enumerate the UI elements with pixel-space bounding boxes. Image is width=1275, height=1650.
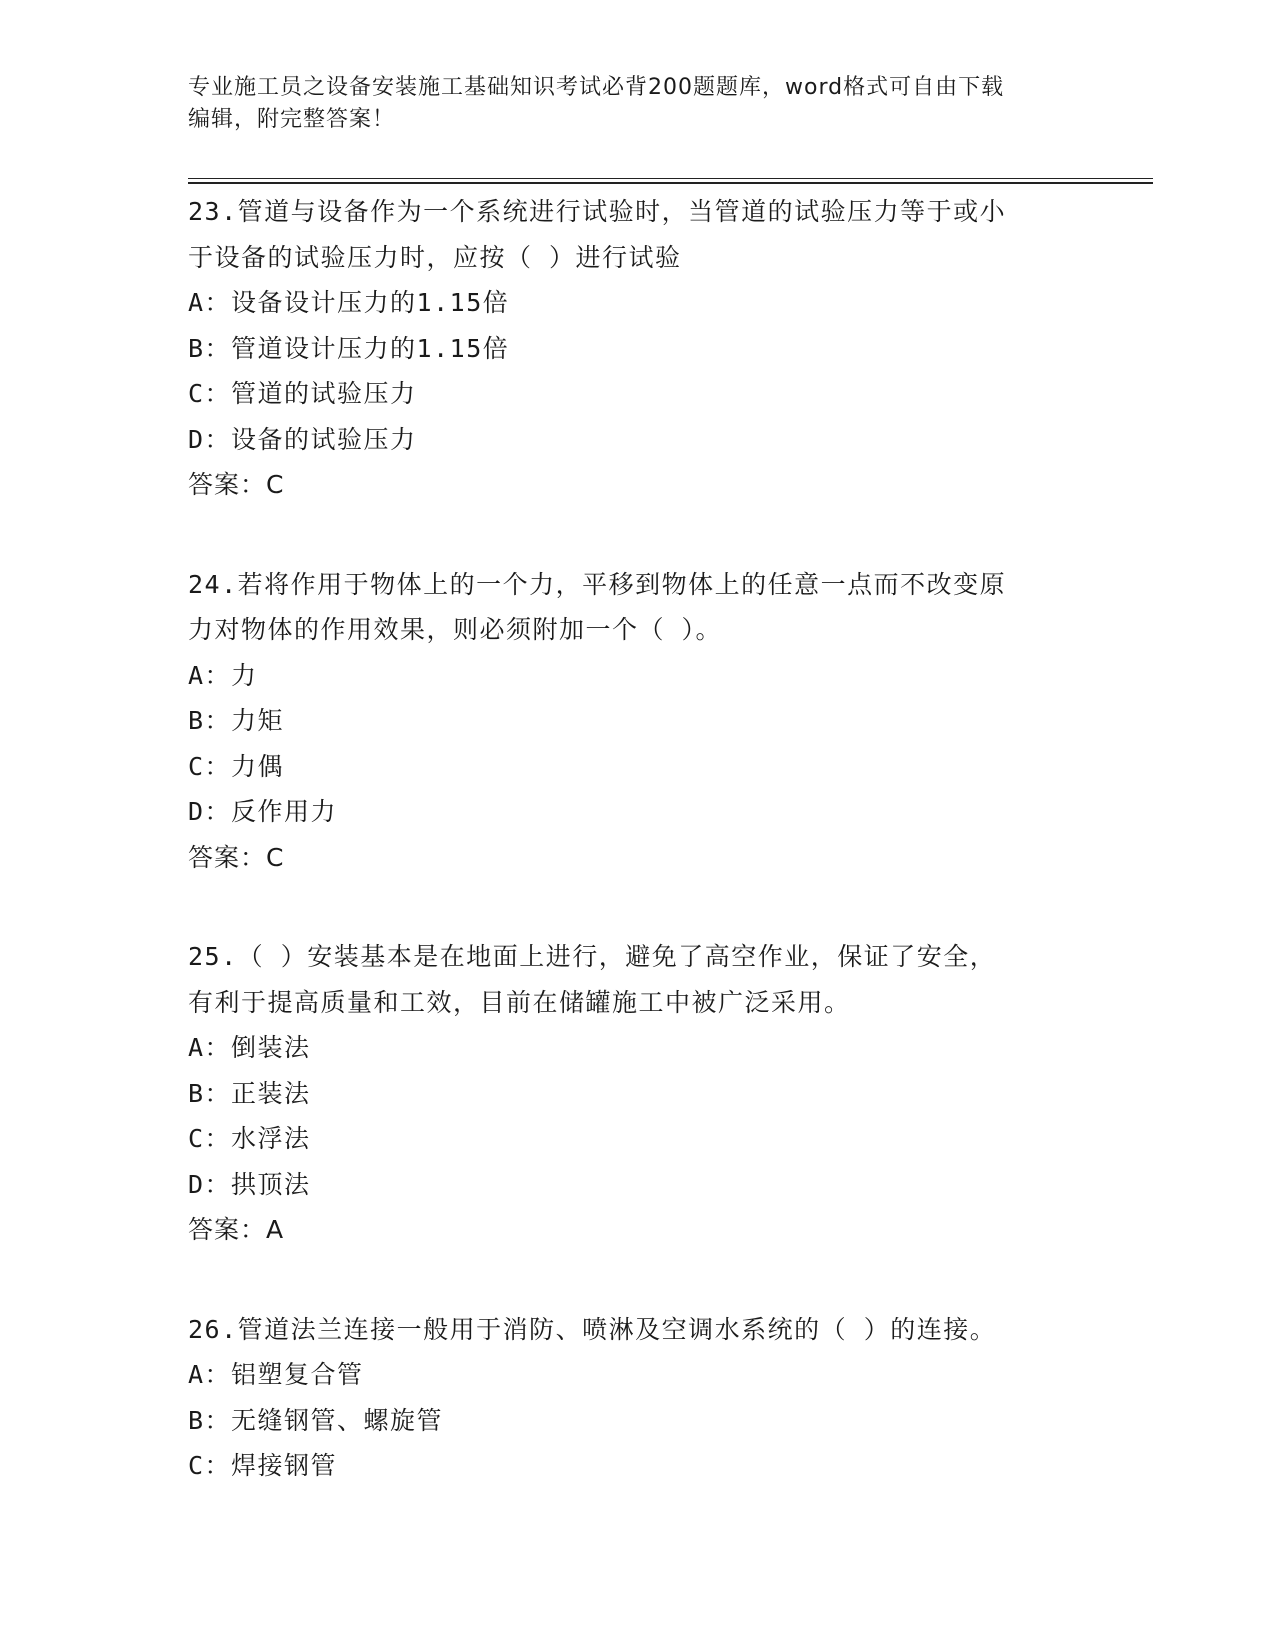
document-header xyxy=(188,72,1088,136)
stem-line: 有利于提高质量和工效，目前在储罐施工中被广泛采用。 xyxy=(188,987,851,1017)
answer-line: 答案：C xyxy=(188,470,285,499)
question-25 xyxy=(188,934,1108,1253)
option-c: C：管道的试验压力 xyxy=(188,379,417,408)
question-stem xyxy=(188,934,1108,1025)
option-a: A：设备设计压力的1.15倍 xyxy=(188,288,510,317)
stem-line: 23.管道与设备作为一个系统进行试验时，当管道的试验压力等于或小 xyxy=(188,197,1007,226)
question-23 xyxy=(188,189,1108,508)
option-a: A：铝塑复合管 xyxy=(188,1360,364,1389)
option-a: A：力 xyxy=(188,660,258,690)
header-line-1: 专业施工员之设备安装施工基础知识考试必背200题题库，word格式可自由下载 xyxy=(188,75,1005,100)
stem-line: 26.管道法兰连接一般用于消防、喷淋及空调水系统的（ ）的连接。 xyxy=(188,1314,997,1344)
option-b: B：管道设计压力的1.15倍 xyxy=(188,333,510,363)
header-line-2: 编辑，附完整答案！ xyxy=(188,107,396,132)
question-26 xyxy=(188,1307,1108,1489)
option-c: C：力偶 xyxy=(188,751,285,781)
header-divider-thin xyxy=(188,178,1153,179)
question-stem xyxy=(188,562,1108,653)
stem-line: 25.（ ）安装基本是在地面上进行，避免了高空作业，保证了安全， xyxy=(188,942,997,971)
answer-line: 答案：C xyxy=(188,842,285,872)
option-b: B：正装法 xyxy=(188,1078,311,1108)
question-24 xyxy=(188,562,1108,881)
stem-line: 于设备的试验压力时，应按（ ）进行试验 xyxy=(188,242,682,272)
question-stem xyxy=(188,189,1108,280)
option-b: B：无缝钢管、螺旋管 xyxy=(188,1405,444,1435)
option-b: B：力矩 xyxy=(188,706,285,735)
stem-line: 24.若将作用于物体上的一个力，平移到物体上的任意一点而不改变原 xyxy=(188,569,1007,599)
option-c: C：焊接钢管 xyxy=(188,1451,338,1480)
question-stem xyxy=(188,1307,1108,1353)
option-d: D：反作用力 xyxy=(188,797,338,826)
answer-line: 答案：A xyxy=(188,1215,285,1244)
option-d: D：设备的试验压力 xyxy=(188,424,417,454)
option-d: D：拱顶法 xyxy=(188,1169,311,1199)
stem-line: 力对物体的作用效果，则必须附加一个（ ）。 xyxy=(188,615,723,644)
header-divider-thick xyxy=(188,182,1153,184)
option-c: C：水浮法 xyxy=(188,1124,311,1153)
option-a: A：倒装法 xyxy=(188,1033,311,1062)
question-list xyxy=(188,189,1108,1543)
